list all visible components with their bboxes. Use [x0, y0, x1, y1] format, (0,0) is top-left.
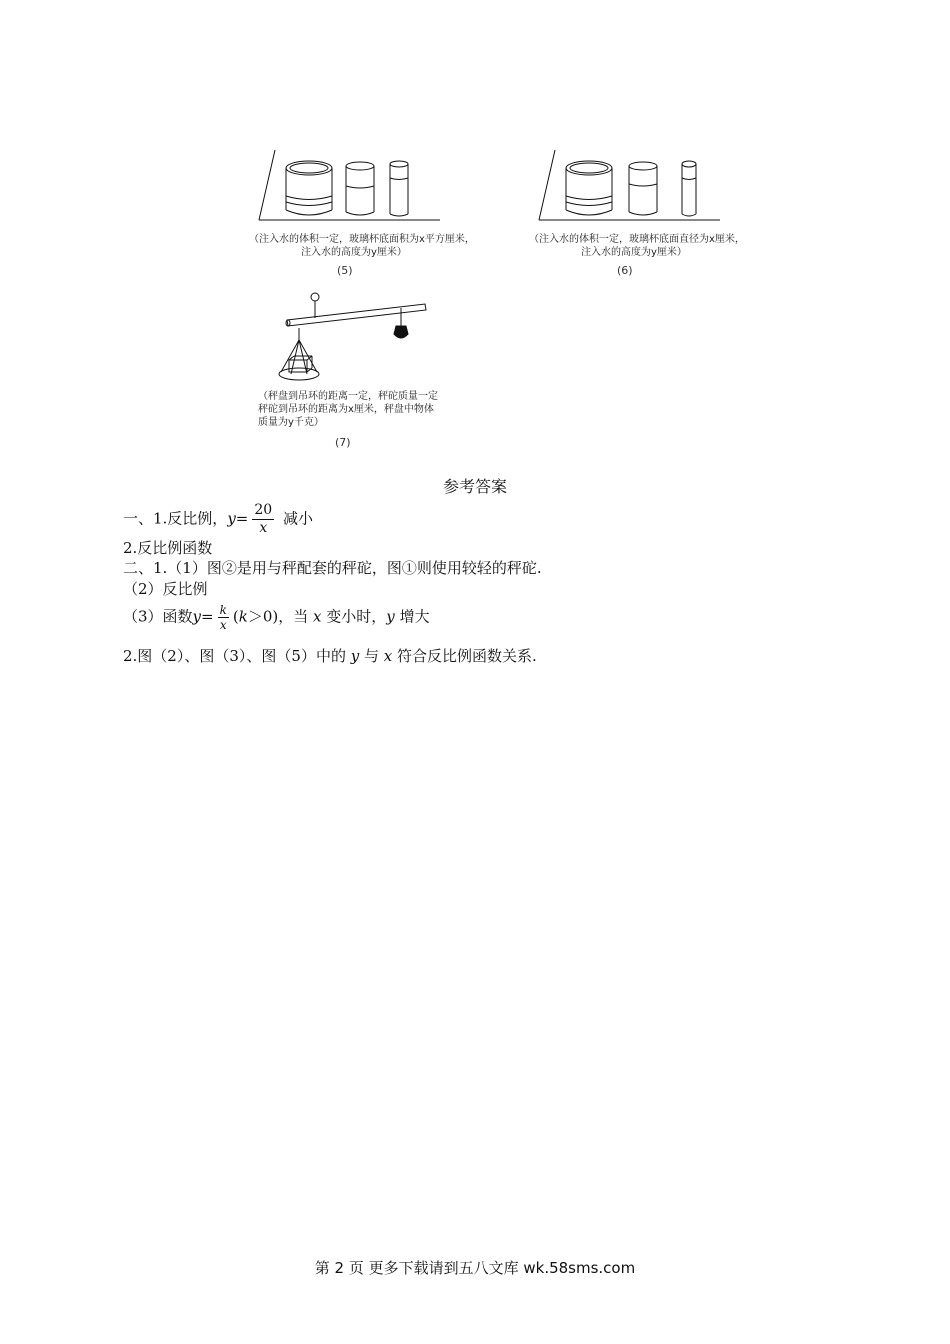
figure-7-caption-line3: 质量为y千克） [258, 417, 324, 428]
answer-6-suffix: 符合反比例函数关系. [397, 647, 537, 665]
answer-1-suffix: 减小 [282, 509, 313, 528]
answer-line-4: （2）反比例 [123, 580, 208, 598]
answer-5-eq: = [201, 607, 214, 626]
answers-title: 参考答案 [442, 477, 507, 496]
answer-6-x: x [383, 647, 393, 665]
figure-7 [255, 288, 455, 453]
answer-1-prefix: 一、1.反比例， [123, 509, 228, 528]
answer-6-prefix: 2.图（2）、图（3）、图（5）中的 [123, 647, 346, 665]
answer-1-var: y [227, 509, 236, 528]
answer-6-mid: 与 [364, 647, 380, 665]
answer-5-prefix: （3）函数 [123, 607, 193, 626]
figure-7-number: (7) [335, 436, 351, 449]
figure-6 [529, 148, 745, 278]
fraction-numerator: 20 [254, 502, 273, 518]
figure-5-number: (5) [337, 264, 353, 277]
figure-6-caption-line1: （注入水的体积一定，玻璃杯底面直径为x厘米， [529, 234, 745, 245]
fraction-numerator-k: k [219, 603, 227, 617]
figure-6-caption-line2: 注入水的高度为y厘米） [581, 247, 687, 258]
figure-5 [249, 148, 475, 278]
fraction-denominator-x: x [219, 618, 227, 632]
answer-5-mid: 变小时， [326, 607, 387, 626]
figure-7-caption-line2: 秤砣到吊环的距离为x厘米，秤盘中物体 [258, 404, 434, 415]
answer-5-y: y [386, 607, 395, 626]
answer-5-end: 增大 [399, 607, 430, 626]
figure-6-number: (6) [617, 264, 633, 277]
answer-5-x: x [313, 607, 322, 626]
answer-5-cond-var: k [238, 607, 248, 626]
answer-5-cond-open: ( [232, 607, 239, 626]
answer-line-2: 2.反比例函数 [123, 539, 213, 557]
answer-line-1 [123, 502, 313, 537]
steelyard-drawing [255, 288, 455, 388]
answer-1-eq: = [235, 509, 249, 528]
answer-line-6 [123, 646, 537, 666]
fraction-20-over-x [252, 502, 274, 537]
answer-6-y: y [350, 647, 360, 665]
answer-5-var: y [192, 607, 202, 626]
glass-cups-drawing-6 [535, 148, 735, 228]
page-footer: 第 2 页 更多下载请到五八文库 wk.58sms.com [314, 1259, 636, 1277]
fraction-denominator: x [259, 520, 268, 536]
fraction-k-over-x [218, 603, 229, 632]
figure-7-caption-line1: （秤盘到吊环的距离一定，秤砣质量一定 [258, 391, 438, 402]
figure-5-caption-line1: （注入水的体积一定，玻璃杯底面积为x平方厘米， [249, 234, 475, 245]
glass-cups-drawing-5 [255, 148, 455, 228]
answer-line-5 [123, 603, 430, 632]
figure-5-caption-line2: 注入水的高度为y厘米） [301, 247, 407, 258]
answer-line-3: 二、1.（1）图②是用与秤配套的秤砣，图①则使用较轻的秤砣. [123, 559, 542, 577]
answer-5-cond-rest: ＞0)，当 [247, 607, 309, 626]
